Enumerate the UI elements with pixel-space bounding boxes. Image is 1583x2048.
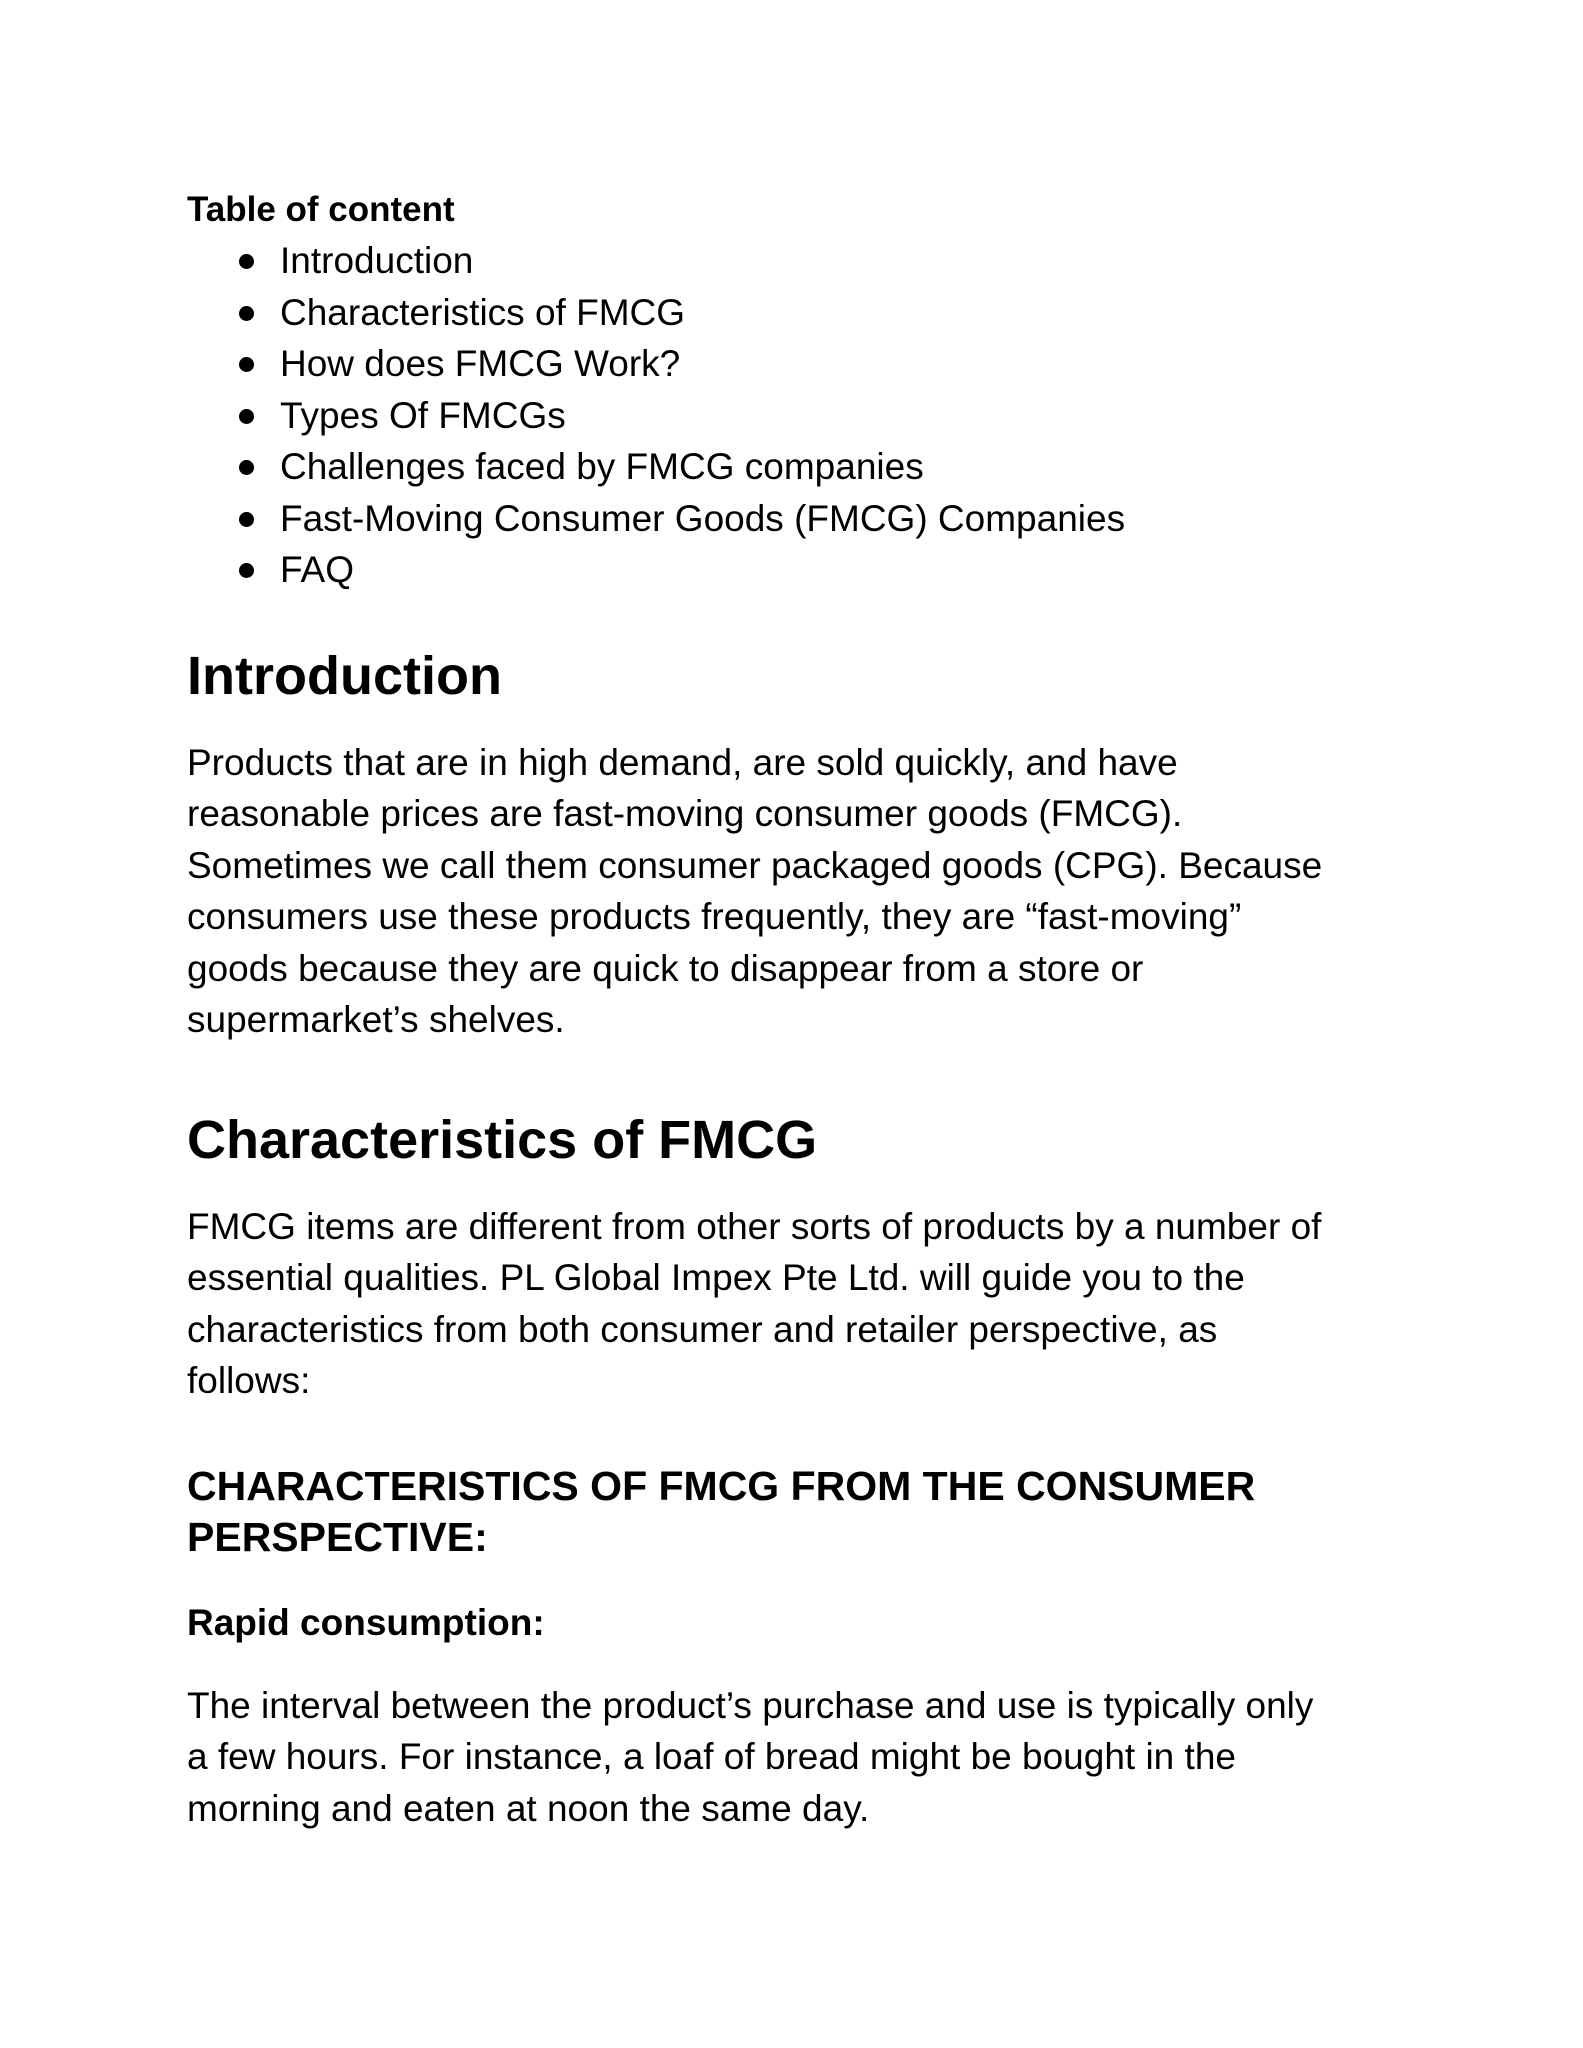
toc-list	[187, 235, 1407, 596]
bullet-icon	[239, 409, 254, 424]
introduction-section	[187, 645, 1407, 1046]
consumer-perspective-heading	[187, 1461, 1407, 1563]
introduction-line: reasonable prices are fast-moving consumer goods (FMCG).	[187, 793, 1183, 834]
bullet-icon	[239, 357, 254, 372]
toc-item-label: Types Of FMCGs	[280, 394, 566, 436]
rapid-line: a few hours. For instance, a loaf of bread might be bought in the	[187, 1736, 1236, 1777]
toc-item-label: How does FMCG Work?	[280, 343, 681, 384]
bullet-icon	[239, 460, 254, 475]
characteristics-line: FMCG items are different from other sorts of products by a number of	[187, 1205, 1322, 1247]
toc-item-label: Characteristics of FMCG	[280, 291, 686, 333]
rapid-line: morning and eaten at noon the same day.	[187, 1787, 870, 1829]
introduction-line: supermarket’s shelves.	[187, 999, 565, 1040]
characteristics-heading: Characteristics of FMCG	[187, 1109, 818, 1170]
toc-title: Table of content	[187, 190, 455, 229]
toc-item-companies[interactable]	[187, 493, 1407, 545]
characteristics-section	[187, 1109, 1407, 1835]
characteristics-line: characteristics from both consumer and retailer perspective, as	[187, 1308, 1218, 1350]
introduction-heading: Introduction	[187, 645, 502, 706]
rapid-consumption-paragraph	[187, 1680, 1407, 1835]
toc-item-how-fmcg-works[interactable]	[187, 338, 1407, 390]
toc-item-label: FAQ	[280, 549, 355, 590]
bullet-icon	[239, 563, 254, 578]
introduction-line: goods because they are quick to disappear from a store or	[187, 947, 1144, 989]
toc-item-label: Fast-Moving Consumer Goods (FMCG) Companies	[280, 497, 1126, 539]
document-page	[187, 184, 1407, 1834]
consumer-heading-line: CHARACTERISTICS OF FMCG FROM THE CONSUMER	[187, 1462, 1256, 1509]
introduction-line: Sometimes we call them consumer packaged goods (CPG). Because	[187, 844, 1323, 886]
rapid-line: The interval between the product’s purchase and use is typically only	[187, 1684, 1314, 1726]
toc-item-faq[interactable]	[187, 544, 1407, 596]
characteristics-line: essential qualities. PL Global Impex Pte Ltd. will guide you to the	[187, 1257, 1245, 1298]
introduction-line: Products that are in high demand, are sold quickly, and have	[187, 741, 1178, 783]
consumer-heading-line: PERSPECTIVE:	[187, 1513, 488, 1560]
characteristics-paragraph	[187, 1201, 1407, 1407]
introduction-line: consumers use these products frequently, they are “fast-moving”	[187, 896, 1242, 937]
bullet-icon	[239, 306, 254, 321]
rapid-consumption-heading: Rapid consumption:	[187, 1601, 545, 1643]
toc-item-types[interactable]	[187, 390, 1407, 442]
bullet-icon	[239, 254, 254, 269]
characteristics-line: follows:	[187, 1360, 311, 1401]
toc-item-challenges[interactable]	[187, 441, 1407, 493]
bullet-icon	[239, 512, 254, 527]
toc-item-characteristics[interactable]	[187, 287, 1407, 339]
toc-item-label: Challenges faced by FMCG companies	[280, 446, 924, 487]
toc-item-introduction[interactable]	[187, 235, 1407, 287]
introduction-paragraph	[187, 737, 1407, 1046]
toc-item-label: Introduction	[280, 240, 474, 281]
table-of-contents	[187, 184, 1407, 596]
